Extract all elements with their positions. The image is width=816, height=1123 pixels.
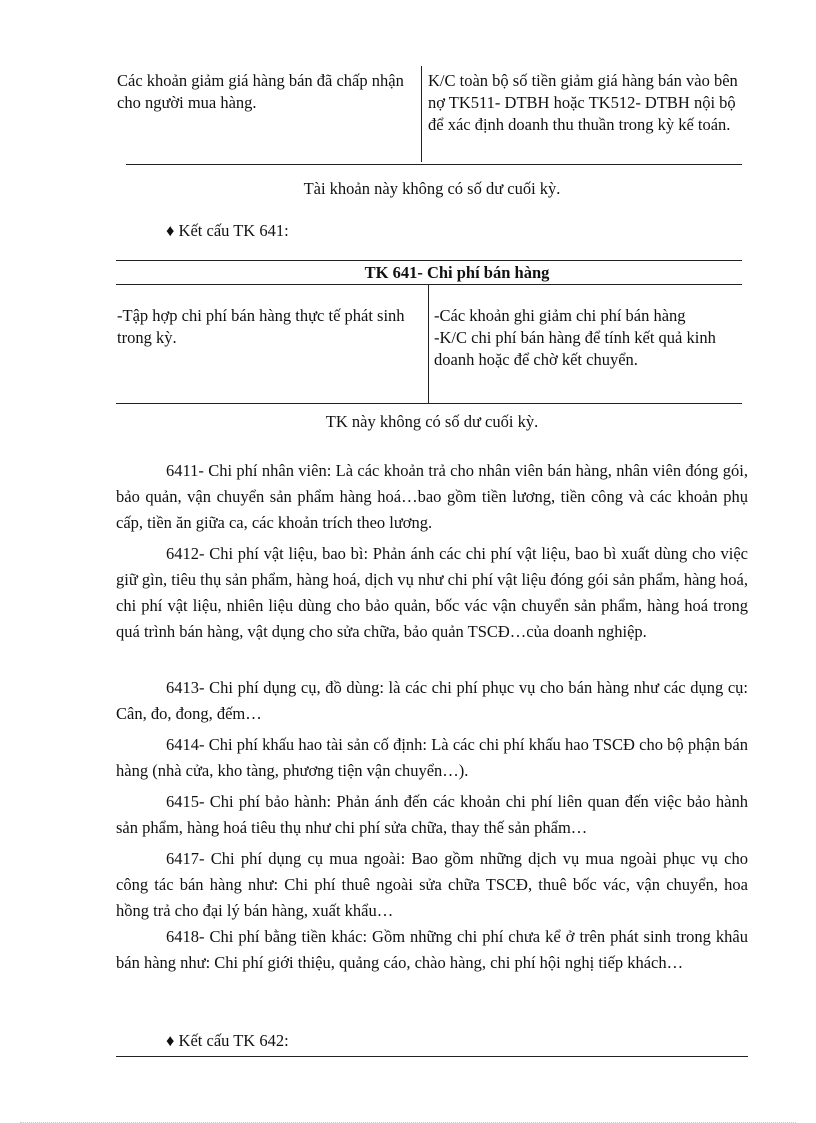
paragraph-6411: 6411- Chi phí nhân viên: Là các khoản trả cho nhân viên bán hàng, nhân viên đóng gói, bảo quản, vận chuyển sản phẩm hàng hoá…bao gồm tiền lương, tiền công và các khoản phụ cấp, tiền ăn giữa ca, các khoản trích theo lương.	[116, 461, 748, 532]
heading-tk641-structure: ♦ Kết cấu TK 641:	[166, 221, 289, 240]
table2-header-rule	[116, 284, 742, 285]
paragraph-6413: 6413- Chi phí dụng cụ, đồ dùng: là các chi phí phục vụ cho bán hàng như các dụng cụ: Cân, đo, đong, đếm…	[116, 678, 748, 723]
heading-tk642-structure: ♦ Kết cấu TK 642:	[166, 1031, 289, 1050]
table3-top-rule	[116, 1056, 748, 1057]
table2-right-line1: -Các khoản ghi giảm chi phí bán hàng	[434, 306, 686, 325]
paragraph-6417: 6417- Chi phí dụng cụ mua ngoài: Bao gồm những dịch vụ mua ngoài phục vụ cho công tác bán hàng như: Chi phí thuê ngoài sửa chữa TSCĐ, thuê bốc vác, vận chuyển, hoa hồng trả cho đại lý bán hàng, xuất khẩu…	[116, 849, 748, 920]
table2-left-cell: -Tập hợp chi phí bán hàng thực tế phát sinh trong kỳ.	[117, 306, 405, 347]
paragraph-6412: 6412- Chi phí vật liệu, bao bì: Phản ánh các chi phí vật liệu, bao bì xuất dùng cho việc giữ gìn, tiêu thụ sản phẩm, hàng hoá, dịch vụ như chi phí vật liệu đóng gói sản phẩm, hàng hoá, chi phí vật liệu, nhiên liệu dùng cho bảo quản, bốc vác vận chuyển sản phẩm, hàng hoá trong quá trình bán hàng, vật dụng cho sửa chữa, bảo quản TSCĐ…của doanh nghiệp.	[116, 544, 748, 641]
table2-top-rule	[116, 260, 742, 261]
table2-title: TK 641- Chi phí bán hàng	[364, 263, 550, 282]
paragraph-6418: 6418- Chi phí bằng tiền khác: Gồm những chi phí chưa kể ở trên phát sinh trong khâu bán hàng như: Chi phí giới thiệu, quảng cáo, chào hàng, chi phí hội nghị tiếp khách…	[116, 927, 748, 972]
note-no-balance-1: Tài khoản này không có số dư cuối kỳ.	[303, 179, 561, 198]
table1-divider	[421, 66, 422, 162]
table1-left-cell: Các khoản giảm giá hàng bán đã chấp nhận cho người mua hàng.	[117, 71, 404, 112]
table2-right-line2: -K/C chi phí bán hàng để tính kết quả kinh doanh hoặc để chờ kết chuyển.	[434, 328, 716, 369]
table1-right-cell: K/C toàn bộ số tiền giảm giá hàng bán vào bên nợ TK511- DTBH hoặc TK512- DTBH nội bộ để xác định doanh thu thuần trong kỳ kế toán.	[428, 71, 738, 134]
table2-divider	[428, 285, 429, 403]
note-no-balance-2: TK này không có số dư cuối kỳ.	[325, 412, 539, 431]
paragraph-6414: 6414- Chi phí khấu hao tài sản cố định: Là các chi phí khấu hao TSCĐ cho bộ phận bán hàng (nhà cửa, kho tàng, phương tiện vận chuyển…).	[116, 735, 748, 780]
paragraph-6415: 6415- Chi phí bảo hành: Phản ánh đến các khoản chi phí liên quan đến việc bảo hành sản phẩm, hàng hoá tiêu thụ như chi phí sửa chữa, thay thế sản phẩm…	[116, 792, 748, 837]
table2-bottom-rule	[116, 403, 742, 404]
table1-bottom-rule	[126, 164, 742, 165]
